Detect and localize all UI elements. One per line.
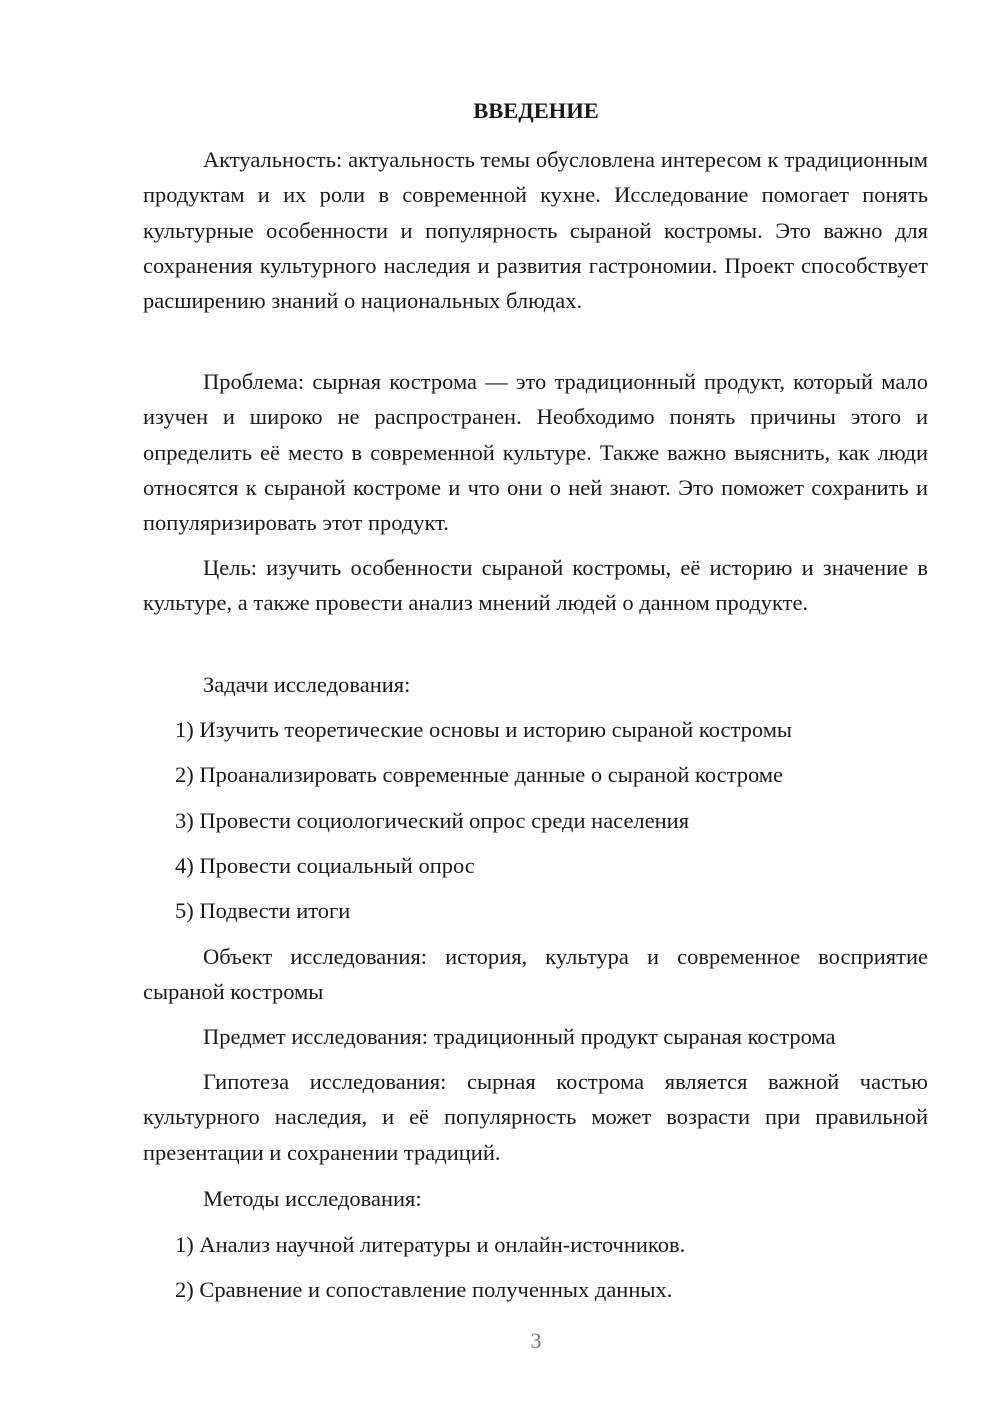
tasks-heading: Задачи исследования: xyxy=(203,672,411,697)
hypothesis-paragraph: Гипотеза исследования: сырная кострома является важной частью культурного наследия, и её популярность может возрасти при правильной презентации и сохранении традиций. xyxy=(143,1069,928,1165)
task-item-4: 4) Провести социальный опрос xyxy=(175,853,475,878)
page-number: 3 xyxy=(530,1328,542,1353)
task-item-1: 1) Изучить теоретические основы и историю сыраной костромы xyxy=(175,717,793,742)
subject-paragraph: Предмет исследования: традиционный продукт сыраная кострома xyxy=(203,1024,836,1049)
task-item-3: 3) Провести социологический опрос среди населения xyxy=(175,808,690,833)
relevance-paragraph: Актуальность: актуальность темы обусловлена интересом к традиционным продуктам и их роли в современной кухне. Исследование помогает понять культурные особенности и популярность сыраной костромы. Это важно для сохранения культурного наследия и развития гастрономии. Проект способствует расширению знаний о национальных блюдах. xyxy=(143,147,928,314)
goal-paragraph: Цель: изучить особенности сыраной костромы, её историю и значение в культуре, а также провести анализ мнений людей о данном продукте. xyxy=(143,555,928,616)
method-item-2: 2) Сравнение и сопоставление полученных данных. xyxy=(175,1277,673,1302)
method-item-1: 1) Анализ научной литературы и онлайн-источников. xyxy=(175,1232,686,1257)
problem-paragraph: Проблема: сырная кострома — это традиционный продукт, который мало изучен и широко не распространен. Необходимо понять причины этого и определить её место в современной культуре. Также важно выяснить, как люди относятся к сыраной костроме и что они о ней знают. Это поможет сохранить и популяризировать этот продукт. xyxy=(143,369,928,536)
object-paragraph: Объект исследования: история, культура и современное восприятие сыраной костромы xyxy=(143,944,928,1005)
methods-heading: Методы исследования: xyxy=(203,1186,422,1211)
task-item-5: 5) Подвести итоги xyxy=(175,898,351,923)
section-title: ВВЕДЕНИЕ xyxy=(473,98,599,123)
task-item-2: 2) Проанализировать современные данные о сыраной костроме xyxy=(175,762,784,787)
